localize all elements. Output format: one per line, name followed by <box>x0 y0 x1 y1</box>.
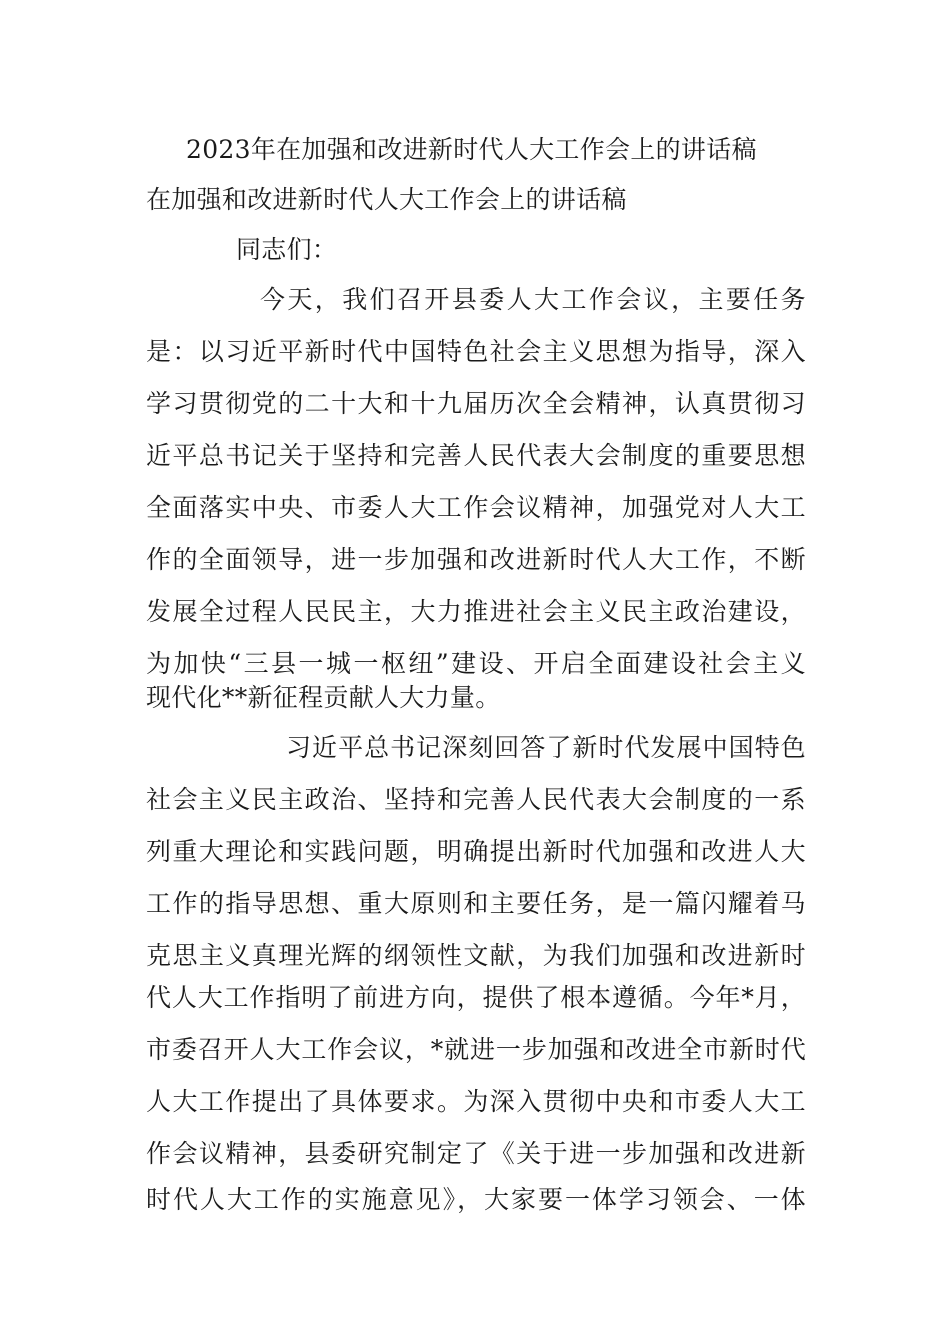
paragraph-1-line: 现代化**新征程贡献人大力量。 <box>146 683 501 712</box>
paragraph-2-line: 时代人大工作的实施意见》，大家要一体学习领会、一体 <box>146 1185 806 1214</box>
paragraph-1-line: 是：以习近平新时代中国特色社会主义思想为指导，深入 <box>146 337 806 366</box>
paragraph-1-line: 全面落实中央、市委人大工作会议精神，加强党对人大工 <box>146 493 806 522</box>
salutation: 同志们： <box>236 235 338 264</box>
paragraph-2-line: 习近平总书记深刻回答了新时代发展中国特色 <box>286 733 806 762</box>
paragraph-2-line: 人大工作提出了具体要求。为深入贯彻中央和市委人大工 <box>146 1087 806 1116</box>
paragraph-1-line: 学习贯彻党的二十大和十九届历次全会精神，认真贯彻习 <box>146 389 806 418</box>
paragraph-2-line: 市委召开人大工作会议，*就进一步加强和改进全市新时代 <box>146 1035 806 1064</box>
paragraph-2-line: 作会议精神，县委研究制定了《关于进一步加强和改进新 <box>146 1139 806 1168</box>
paragraph-1-line: 作的全面领导，进一步加强和改进新时代人大工作，不断 <box>146 545 806 574</box>
paragraph-1-line: 发展全过程人民民主，大力推进社会主义民主政治建设， <box>146 597 806 626</box>
paragraph-1-line: 今天，我们召开县委人大工作会议，主要任务 <box>260 285 806 314</box>
paragraph-2-line: 克思主义真理光辉的纲领性文献，为我们加强和改进新时 <box>146 941 806 970</box>
paragraph-1-line: 为加快“三县一城一枢纽”建设、开启全面建设社会主义 <box>146 649 806 678</box>
paragraph-2-line: 代人大工作指明了前进方向，提供了根本遵循。今年*月， <box>146 983 806 1012</box>
document-title: 2023年在加强和改进新时代人大工作会上的讲话稿 <box>186 135 757 164</box>
paragraph-1-line: 近平总书记关于坚持和完善人民代表大会制度的重要思想 <box>146 441 806 470</box>
paragraph-2-line: 列重大理论和实践问题，明确提出新时代加强和改进人大 <box>146 837 806 866</box>
document-subtitle: 在加强和改进新时代人大工作会上的讲话稿 <box>146 185 627 214</box>
paragraph-2-line: 工作的指导思想、重大原则和主要任务，是一篇闪耀着马 <box>146 889 806 918</box>
paragraph-2-line: 社会主义民主政治、坚持和完善人民代表大会制度的一系 <box>146 785 806 814</box>
